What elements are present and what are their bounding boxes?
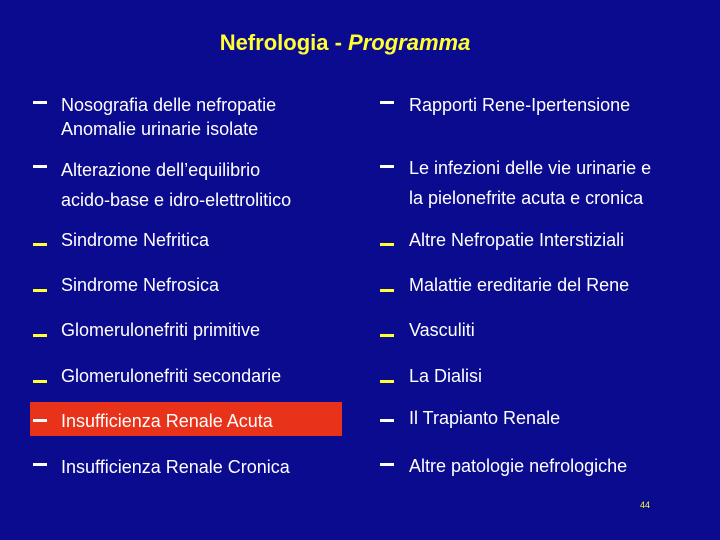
- list-item: Vasculiti: [409, 320, 475, 340]
- title-sub: Programma: [348, 30, 471, 55]
- slide-title: [0, 30, 690, 56]
- list-item: Altre patologie nefrologiche: [409, 456, 628, 476]
- bullet-dash: [33, 289, 47, 292]
- list-item: Rapporti Rene-Ipertensione: [409, 95, 631, 115]
- list-item: Altre Nefropatie Interstiziali: [409, 230, 625, 250]
- bullet-dash: [33, 334, 47, 337]
- bullet-dash: [380, 101, 394, 104]
- list-item: La Dialisi: [409, 366, 483, 386]
- bullet-dash: [33, 243, 47, 246]
- bullet-dash: [33, 463, 47, 466]
- title-main: Nefrologia -: [219, 30, 349, 55]
- list-item-highlighted: Insufficienza Renale Acuta: [61, 411, 273, 431]
- bullet-dash: [380, 243, 394, 246]
- bullet-dash: [380, 289, 394, 292]
- bullet-dash: [380, 419, 394, 422]
- list-item: Malattie ereditarie del Rene: [409, 275, 630, 295]
- bullet-dash: [33, 419, 47, 422]
- bullet-dash: [33, 165, 47, 168]
- bullet-dash: [380, 334, 394, 337]
- bullet-dash: [33, 380, 47, 383]
- bullet-dash: [380, 380, 394, 383]
- list-item: Nosografia delle nefropatie Anomalie urinarie isolate: [61, 95, 277, 139]
- list-item: Sindrome Nefrosica: [61, 275, 220, 295]
- list-item: Glomerulonefriti primitive: [61, 320, 261, 340]
- list-item: Glomerulonefriti secondarie: [61, 366, 282, 386]
- bullet-dash: [380, 463, 394, 466]
- list-item: Alterazione dell’equilibrio acido-base e idro-elettrolitico: [61, 160, 292, 210]
- list-item: Il Trapianto Renale: [409, 408, 561, 428]
- list-item: Sindrome Nefritica: [61, 230, 210, 250]
- bullet-dash: [33, 101, 47, 104]
- bullet-dash: [380, 165, 394, 168]
- list-item: Insufficienza Renale Cronica: [61, 457, 290, 477]
- list-item: Le infezioni delle vie urinarie e la pielonefrite acuta e cronica: [409, 158, 652, 208]
- page-number: 44: [640, 500, 651, 510]
